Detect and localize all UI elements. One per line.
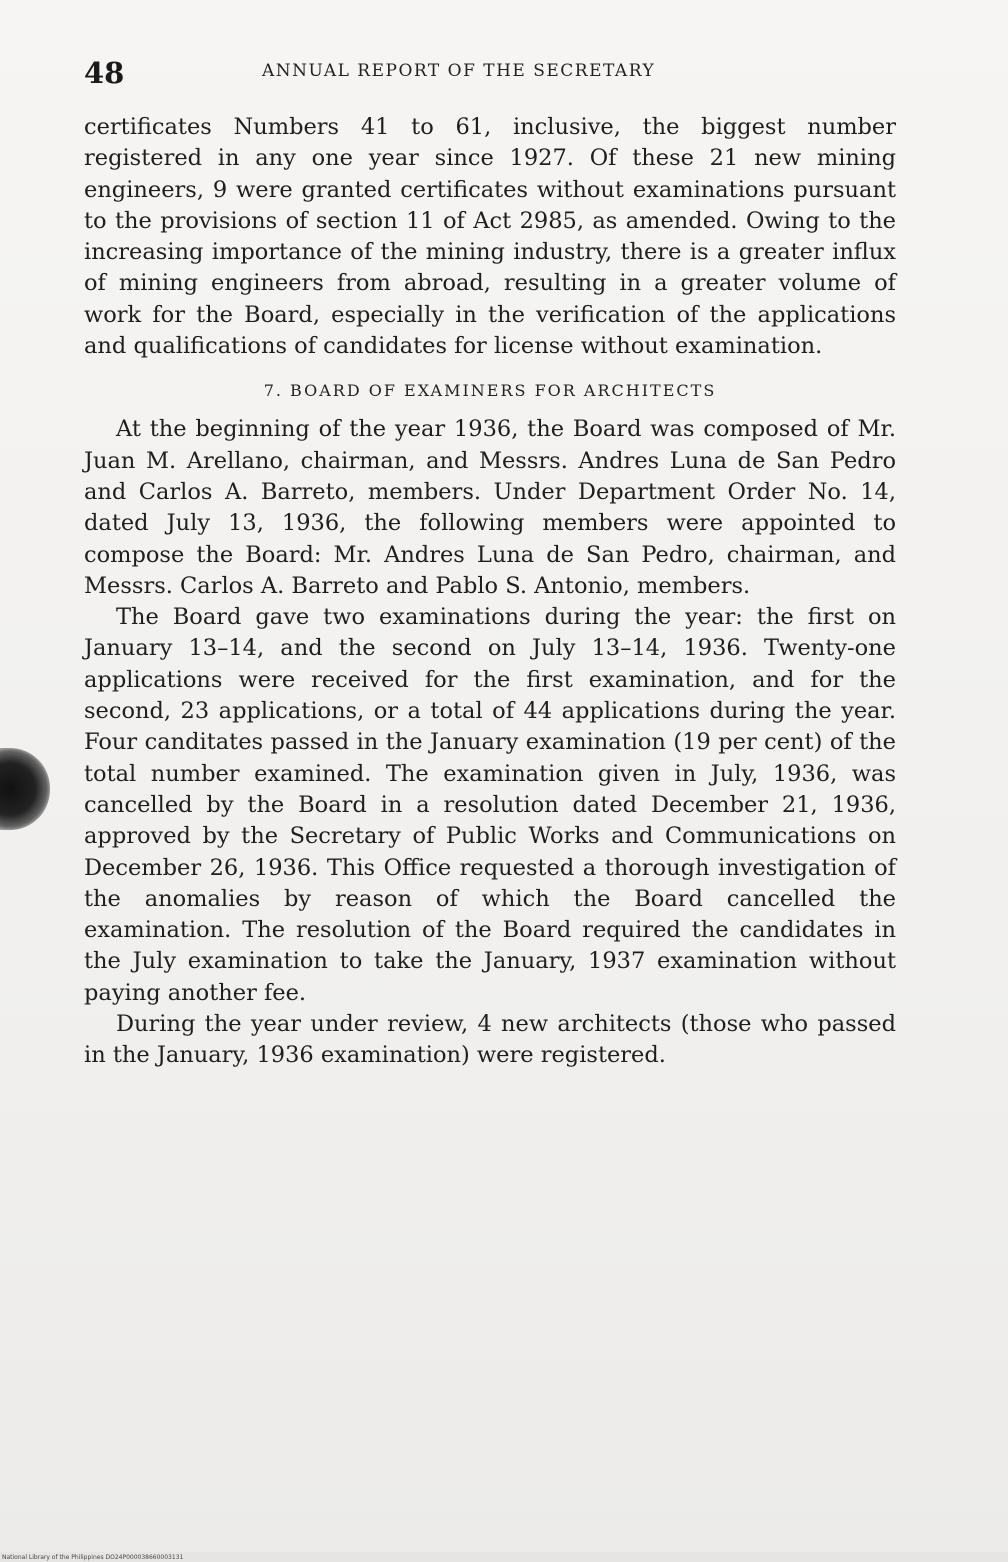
paragraph-registrations: During the year under review, 4 new architects (those who passed in the January, 1936 examination) were registered. [84,1011,896,1069]
paragraph-examinations: The Board gave two examinations during the year: the first on January 13–14, and the second on July 13–14, 1936. Twenty-one applications were received for the first examination, and for the second, 23 applications, or a total of 44 applications during the year. Four canditates passed in the January examination (19 per cent) of the total number examined. The examination given in July, 1936, was cancelled by the Board in a resolution dated December 21, 1936, approved by the Secretary of Public Works and Communications on December 26, 1936. This Office requested a thorough investigation of the anomalies by reason of which the Board cancelled the examination. The resolution of the Board required the candidates in the July examination to take the January, 1937 examination without paying another fee. [84,604,896,1006]
page-header [84,56,896,100]
footer-strip [0,1552,1008,1562]
paragraph-mining-engineers: certificates Numbers 41 to 61, inclusive, the biggest number registered in any one year since 1927. Of these 21 new mining engineers, 9 were granted certificates without examinations pursuant to the provisions of section 11 of Act 2985, as amended. Owing to the increasing importance of the mining industry, there is a greater influx of mining engineers from abroad, resulting in a greater volume of work for the Board, especially in the verification of the applications and qualifications of candidates for license without examination. [84,114,896,360]
section-heading: 7. BOARD OF EXAMINERS FOR ARCHITECTS [263,381,717,401]
body-text [84,112,896,1072]
paragraph-board-composition: At the beginning of the year 1936, the Board was composed of Mr. Juan M. Arellano, chairman, and Messrs. Andres Luna de San Pedro and Carlos A. Barreto, members. Under Department Order No. 14, dated July 13, 1936, the following members were appointed to compose the Board: Mr. Andres Luna de San Pedro, chairman, and Messrs. Carlos A. Barreto and Pablo S. Antonio, members. [84,416,896,599]
running-head: ANNUAL REPORT OF THE SECRETARY [262,61,656,81]
page-number: 48 [84,56,125,90]
footer-credit: National Library of the Philippines DO24P000038660003131 [2,1554,184,1561]
scan-thumb-shadow [0,748,50,830]
